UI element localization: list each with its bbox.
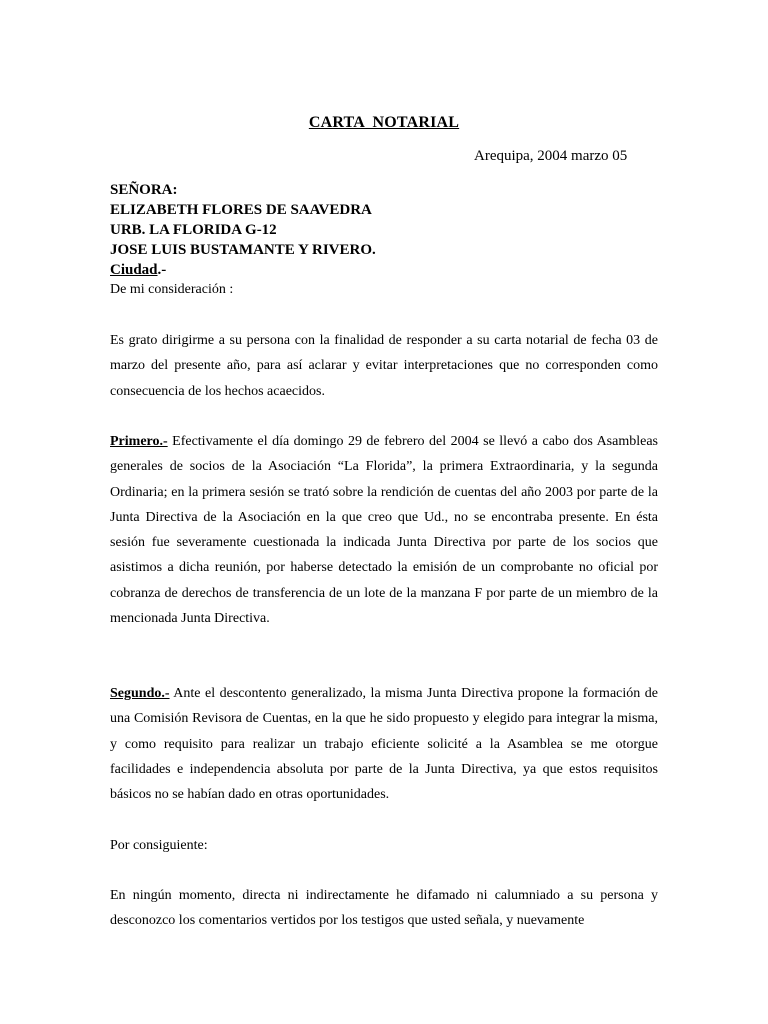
primero-heading: Primero.- xyxy=(110,434,168,449)
segundo-heading: Segundo.- xyxy=(110,686,170,701)
addressee-city-suffix: .- xyxy=(157,262,167,278)
primero-paragraph xyxy=(110,429,658,631)
intro-paragraph: Es grato dirigirme a su persona con la finalidad de responder a su carta notarial de fecha 03 de marzo del presente año, para así aclarar y evitar interpretaciones que no corresponden como consecuencia de los hechos acaecidos. xyxy=(110,333,658,399)
addressee-address: URB. LA FLORIDA G-12 xyxy=(110,222,277,238)
salutation: De mi consideración : xyxy=(110,282,234,297)
addressee-city: Ciudad xyxy=(110,262,158,278)
primero-text: Efectivamente el día domingo 29 de febrero del 2004 se llevó a cabo dos Asambleas generales de socios de la Asociación “La Florida”, la primera Extraordinaria, y la segunda Ordinaria; en la primera sesión se trató sobre la rendición de cuentas del año 2003 por parte de la Junta Directiva de la Asociación en la que creo que Ud., no se encontraba presente. En ésta sesión fue severamente cuestionada la indicada Junta Directiva por parte de los socios que asistimos a dicha reunión, por haberse detectado la emisión de un comprobante no oficial por cobranza de derechos de transferencia de un lote de la manzana F por parte de un miembro de la mencionada Junta Directiva. xyxy=(110,434,658,627)
consiguiente-paragraph: Por consiguiente: xyxy=(110,838,208,853)
addressee-salutation-line: SEÑORA: xyxy=(110,182,178,198)
segundo-text: Ante el descontento generalizado, la misma Junta Directiva propone la formación de una Comisión Revisora de Cuentas, en la que he sido propuesto y elegido para integrar la misma, y como requisito para realizar un trabajo eficiente solicité a la Asamblea se me otorgue facilidades e independencia absoluta por parte de la Junta Directiva, ya que estos requisitos básicos no se habían dado en otras oportunidades. xyxy=(110,686,658,803)
addressee-city-line xyxy=(110,260,376,280)
addressee-block xyxy=(110,180,376,280)
letter-date: Arequipa, 2004 marzo 05 xyxy=(474,148,628,164)
addressee-name: ELIZABETH FLORES DE SAAVEDRA xyxy=(110,202,372,218)
segundo-paragraph xyxy=(110,681,658,807)
addressee-district: JOSE LUIS BUSTAMANTE Y RIVERO. xyxy=(110,242,376,258)
document-title: CARTA NOTARIAL xyxy=(308,114,460,131)
closing-paragraph: En ningún momento, directa ni indirectamente he difamado ni calumniado a su persona y desconozco los comentarios vertidos por los testigos que usted señala, y nuevamente xyxy=(110,888,658,929)
